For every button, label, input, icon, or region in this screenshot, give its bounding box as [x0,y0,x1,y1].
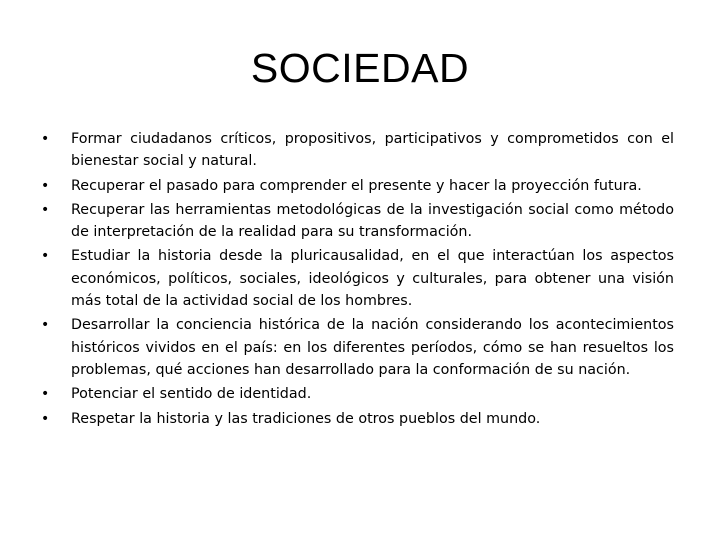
bullet-item [40,245,674,312]
bullet-item [40,199,674,244]
bullet-icon: • [41,131,50,147]
bullet-item [40,314,674,381]
bullet-item [40,408,674,430]
slide-title: SOCIEDAD [250,45,470,91]
bullet-text: Estudiar la historia desde la pluricausalidad, en el que interactúan los aspectos económicos, políticos, sociales, ideológicos y culturales, para obtener una visión más total de la actividad social de los hombres. [71,248,674,310]
bullet-icon: • [41,317,50,334]
bullet-list [40,128,674,432]
bullet-item [40,128,674,173]
bullet-icon: • [41,386,50,403]
bullet-text: Respetar la historia y las tradiciones de otros pueblos del mundo. [71,410,541,427]
bullet-text: Desarrollar la conciencia histórica de la nación considerando los acontecimientos históricos vividos en el país: en los diferentes períodos, cómo se han resueltos los problemas, qué acciones han desarrollado para la conformación de su nación. [71,317,674,378]
bullet-item [40,175,674,197]
bullet-icon: • [41,177,50,194]
bullet-text: Recuperar las herramientas metodológicas de la investigación social como método de interpretación de la realidad para su transformación. [71,201,674,241]
bullet-icon: • [41,201,50,218]
bullet-icon: • [41,248,50,265]
bullet-text: Formar ciudadanos críticos, propositivos, participativos y comprometidos con el bienestar social y natural. [71,131,674,170]
bullet-item [40,383,674,405]
bullet-text: Potenciar el sentido de identidad. [71,386,312,403]
bullet-text: Recuperar el pasado para comprender el presente y hacer la proyección futura. [71,177,642,194]
bullet-icon: • [41,410,50,427]
